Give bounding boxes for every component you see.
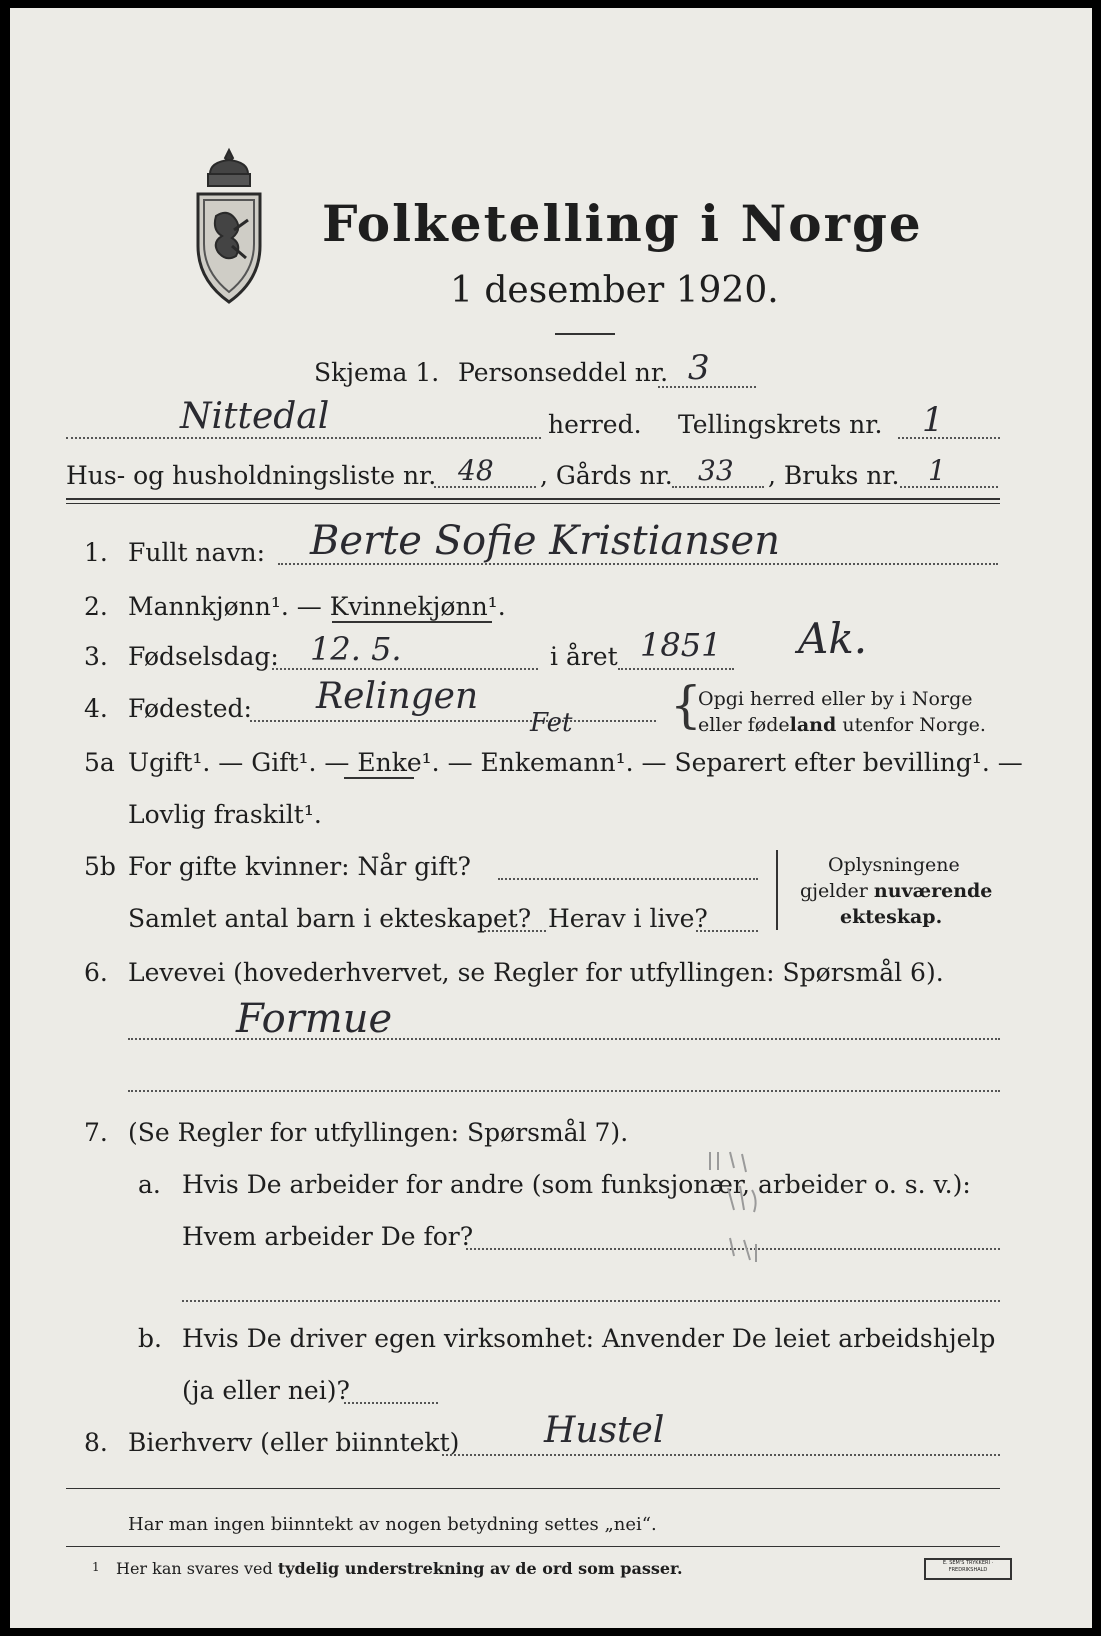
q5b-aside-2: gjelder nuværende: [800, 880, 993, 902]
gards-label: , Gårds nr.: [540, 461, 673, 490]
header-rule-top: [66, 498, 1000, 500]
pencil-marks-icon: [700, 1148, 790, 1298]
q7b-letter: b.: [138, 1324, 162, 1353]
q5a-line-2: Lovlig fraskilt¹.: [128, 800, 322, 829]
personseddel-value[interactable]: 3: [688, 348, 710, 388]
footer-rule: [66, 1488, 1000, 1489]
q5b-number: 5b: [84, 852, 116, 881]
q7b-line-2: (ja eller nei)?: [182, 1376, 350, 1405]
q8-value[interactable]: Hustel: [544, 1410, 665, 1451]
q1-number: 1.: [84, 538, 108, 567]
q5b-alive-line: [696, 930, 758, 932]
q8-number: 8.: [84, 1428, 108, 1457]
q4-brace: {: [670, 676, 702, 734]
q5b-children-label: Samlet antal barn i ekteskapet?: [128, 904, 532, 933]
q3-value[interactable]: 12. 5.: [310, 630, 402, 668]
coat-of-arms-icon: [188, 146, 270, 306]
q5b-children-line: [484, 930, 546, 932]
q6-line-2: [128, 1090, 1000, 1092]
q4-hint-1: Opgi herred eller by i Norge: [698, 688, 973, 710]
q4-hint-2: eller fødeland utenfor Norge.: [698, 714, 986, 736]
q5a-underline: [344, 777, 414, 779]
q7a-letter: a.: [138, 1170, 161, 1199]
q3-year-value[interactable]: 1851: [640, 626, 722, 664]
q2-label: Mannkjønn¹. — Kvinnekjønn¹.: [128, 592, 506, 621]
q2-underline: [332, 621, 492, 623]
q5b-married-line: [498, 878, 758, 880]
q3-year-line: [618, 668, 734, 670]
footnote-text: Her kan svares ved tydelig understrekning av de ord som passer.: [116, 1559, 683, 1578]
q6-number: 6.: [84, 958, 108, 987]
herred-value[interactable]: Nittedal: [180, 396, 330, 437]
q2-number: 2.: [84, 592, 108, 621]
herred-line: [66, 437, 541, 439]
personseddel-label: Personseddel nr.: [458, 358, 669, 387]
hus-value[interactable]: 48: [458, 454, 494, 487]
q5b-alive-label: Herav i live?: [548, 904, 708, 933]
q7-number: 7.: [84, 1118, 108, 1147]
footnote-number: 1: [92, 1560, 100, 1574]
title-divider: [555, 333, 615, 335]
q5b-aside-bracket: [776, 850, 778, 930]
tellingskrets-label: Tellingskrets nr.: [678, 410, 883, 439]
q7a-line-1: Hvis De arbeider for andre (som funksjonær, arbeider o. s. v.):: [182, 1170, 971, 1199]
footer-note: Har man ingen biinntekt av nogen betydning settes „nei“.: [128, 1514, 657, 1535]
q3-year-label: i året: [550, 642, 618, 671]
q6-label: Levevei (hovederhvervet, se Regler for utfyllingen: Spørsmål 6).: [128, 958, 944, 987]
q3-line: [272, 668, 538, 670]
q7-label: (Se Regler for utfyllingen: Spørsmål 7).: [128, 1118, 629, 1147]
hus-label: Hus- og husholdningsliste nr.: [66, 461, 437, 490]
bruks-label: , Bruks nr.: [768, 461, 900, 490]
q3-label: Fødselsdag:: [128, 642, 279, 671]
bruks-value[interactable]: 1: [928, 454, 946, 487]
q4-number: 4.: [84, 694, 108, 723]
q7b-line-1: Hvis De driver egen virksomhet: Anvender De leiet arbeidshjelp: [182, 1324, 996, 1353]
q1-label: Fullt navn:: [128, 538, 266, 567]
header-rule-bottom: [66, 503, 1000, 504]
printer-stamp: E. SEM'S TRYKKERI · FREDRIKSHALD: [924, 1558, 1012, 1580]
q7a-line-2: Hvem arbeider De for?: [182, 1222, 474, 1251]
herred-label: herred.: [548, 410, 642, 439]
q7a-answer-line-2: [182, 1300, 1000, 1302]
q8-label: Bierhverv (eller biinntekt): [128, 1428, 460, 1457]
gards-value[interactable]: 33: [698, 454, 734, 487]
q8-line: [442, 1454, 1000, 1456]
q4-value[interactable]: Relingen: [316, 676, 479, 717]
q6-value[interactable]: Formue: [236, 996, 393, 1042]
form-title: Folketelling i Norge: [322, 194, 923, 253]
q4-annotation: Fet: [530, 708, 573, 738]
q3-annotation: Ak.: [798, 614, 868, 663]
tellingskrets-line: [898, 437, 1000, 439]
census-form: [10, 8, 1092, 1628]
q5a-line-1: Ugift¹. — Gift¹. — Enke¹. — Enkemann¹. — Separert efter bevilling¹. —: [128, 748, 1023, 777]
q5b-aside-3: ekteskap.: [840, 906, 943, 928]
q4-label: Fødested:: [128, 694, 252, 723]
q1-value[interactable]: Berte Sofie Kristiansen: [310, 518, 780, 564]
q5a-number: 5a: [84, 748, 115, 777]
q6-line-1: [128, 1038, 1000, 1040]
q3-number: 3.: [84, 642, 108, 671]
tellingskrets-value[interactable]: 1: [922, 400, 944, 440]
bruks-line: [900, 486, 998, 488]
footnote-rule: [66, 1546, 1000, 1547]
q4-line: [250, 720, 656, 722]
q5b-aside-1: Oplysningene: [828, 854, 960, 876]
q7b-answer-line: [344, 1402, 438, 1404]
census-date: 1 desember 1920.: [450, 270, 779, 311]
skjema-label: Skjema 1.: [314, 358, 440, 387]
q5b-line-1: For gifte kvinner: Når gift?: [128, 852, 471, 881]
